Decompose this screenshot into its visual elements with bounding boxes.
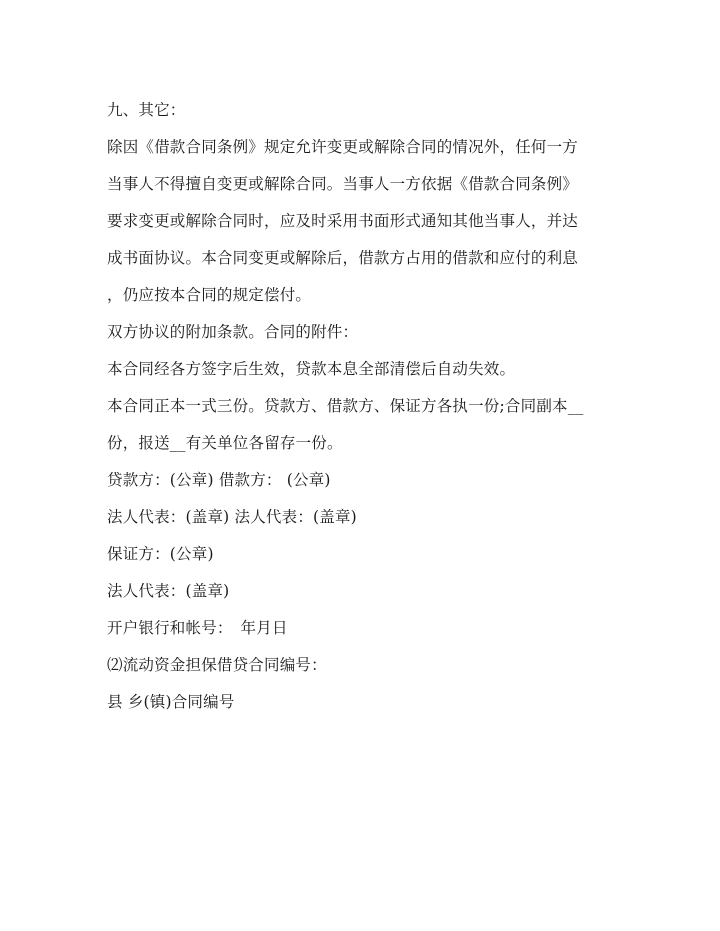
legal-representatives-line: 法人代表：(盖章) 法人代表：(盖章) [107,508,357,526]
document-body [107,92,627,721]
lender-borrower-seal-line: 贷款方：(公章) 借款方： (公章) [107,471,331,489]
text-line: 当事人不得擅自变更或解除合同。当事人一方依据《借款合同条例》 [107,175,579,193]
guarantor-seal-line: 保证方：(公章) [107,545,214,563]
paragraph-copies [107,388,627,462]
text-line: 成书面协议。本合同变更或解除后，借款方占用的借款和应付的利息 [107,249,579,267]
text-line: 本合同正本一式三份。贷款方、借款方、保证方各执一份;合同副本__ [107,397,584,415]
additional-terms-line: 双方协议的附加条款。合同的附件： [107,323,359,341]
paragraph-contract-modification [107,129,627,314]
text-line: ，仍应按本合同的规定偿付。 [107,286,312,304]
text-line: 要求变更或解除合同时，应及时采用书面形式通知其他当事人，并达 [107,212,579,230]
text-line: 除因《借款合同条例》规定允许变更或解除合同的情况外，任何一方 [107,138,579,156]
guarantor-representative-line: 法人代表：(盖章) [107,582,230,600]
bank-account-date-line: 开户银行和帐号： 年月日 [107,619,288,637]
county-township-contract-number: 县 乡(镇)合同编号 [107,693,235,711]
section-heading-other: 九、其它： [107,101,186,119]
effectiveness-line: 本合同经各方签字后生效，贷款本息全部清偿后自动失效。 [107,360,516,378]
contract-number-heading: ⑵流动资金担保借贷合同编号： [107,656,327,674]
text-line: 份，报送__有关单位各留存一份。 [107,434,343,452]
